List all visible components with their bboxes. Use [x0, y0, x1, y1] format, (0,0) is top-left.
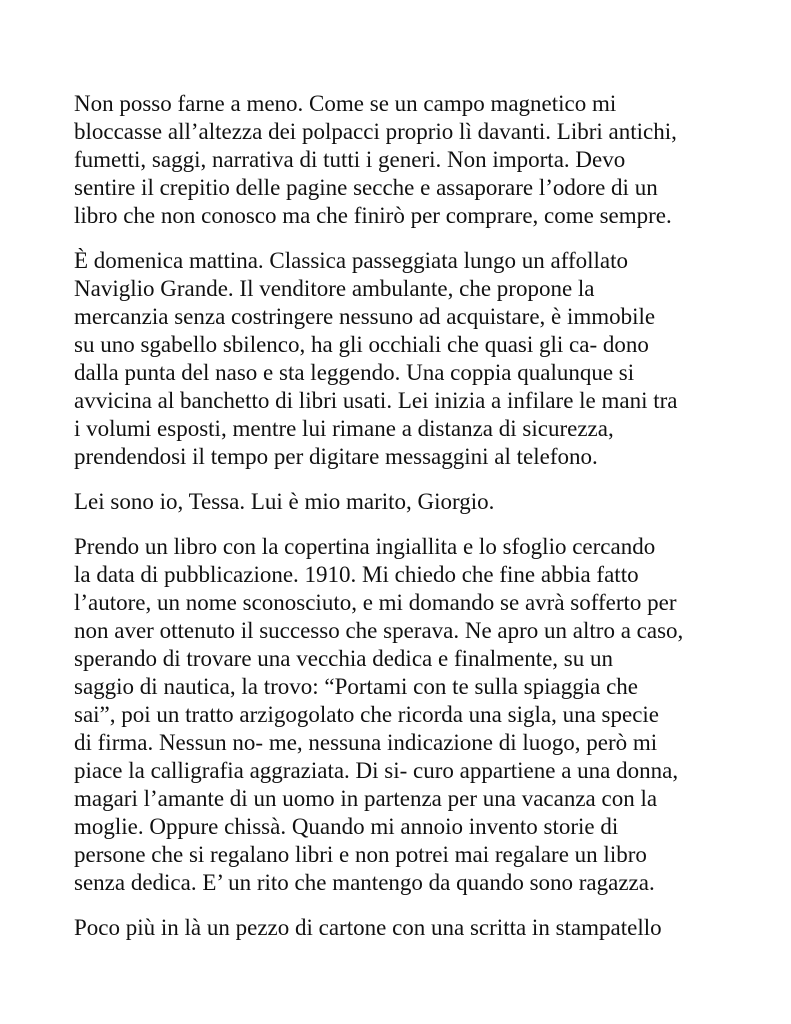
- text-line: su uno sgabello sbilenco, ha gli occhiali che quasi gli ca- dono: [74, 332, 649, 357]
- paragraph-2: [74, 247, 734, 471]
- paragraph-5: [74, 914, 734, 942]
- text-line: Prendo un libro con la copertina ingiallita e lo sfoglio cercando: [74, 534, 656, 559]
- text-line: di firma. Nessun no- me, nessuna indicazione di luogo, però mi: [74, 730, 658, 755]
- text-line: Naviglio Grande. Il venditore ambulante, che propone la: [74, 276, 595, 301]
- text-line: senza dedica. E’ un rito che mantengo da quando sono ragazza.: [74, 870, 655, 895]
- text-line: dalla punta del naso e sta leggendo. Una coppia qualunque si: [74, 360, 635, 385]
- text-line: Lei sono io, Tessa. Lui è mio marito, Giorgio.: [74, 489, 495, 514]
- text-line: prendendosi il tempo per digitare messaggini al telefono.: [74, 444, 598, 469]
- text-line: Poco più in là un pezzo di cartone con una scritta in stampatello: [74, 915, 662, 940]
- text-line: bloccasse all’altezza dei polpacci proprio lì davanti. Libri antichi,: [74, 119, 677, 144]
- paragraph-3: [74, 488, 734, 516]
- document-page: [74, 90, 734, 959]
- text-line: l’autore, un nome sconosciuto, e mi domando se avrà sofferto per: [74, 590, 677, 615]
- text-line: moglie. Oppure chissà. Quando mi annoio invento storie di: [74, 814, 619, 839]
- text-line: piace la calligrafia aggraziata. Di si- curo appartiene a una donna,: [74, 758, 679, 783]
- text-line: non aver ottenuto il successo che sperava. Ne apro un altro a caso,: [74, 618, 684, 643]
- text-line: i volumi esposti, mentre lui rimane a distanza di sicurezza,: [74, 416, 614, 441]
- text-line: la data di pubblicazione. 1910. Mi chiedo che fine abbia fatto: [74, 562, 639, 587]
- text-line: sai”, poi un tratto arzigogolato che ricorda una sigla, una specie: [74, 702, 660, 727]
- text-line: sentire il crepitio delle pagine secche e assaporare l’odore di un: [74, 175, 658, 200]
- text-line: libro che non conosco ma che finirò per comprare, come sempre.: [74, 203, 672, 228]
- paragraph-1: [74, 90, 734, 230]
- text-line: saggio di nautica, la trovo: “Portami con te sulla spiaggia che: [74, 674, 638, 699]
- text-line: sperando di trovare una vecchia dedica e finalmente, su un: [74, 646, 613, 671]
- text-line: È domenica mattina. Classica passeggiata lungo un affollato: [74, 248, 628, 273]
- text-line: fumetti, saggi, narrativa di tutti i generi. Non importa. Devo: [74, 147, 626, 172]
- text-line: persone che si regalano libri e non potrei mai regalare un libro: [74, 842, 647, 867]
- text-line: avvicina al banchetto di libri usati. Lei inizia a infilare le mani tra: [74, 388, 678, 413]
- text-line: Non posso farne a meno. Come se un campo magnetico mi: [74, 91, 617, 116]
- text-line: mercanzia senza costringere nessuno ad acquistare, è immobile: [74, 304, 656, 329]
- paragraph-4: [74, 533, 734, 897]
- text-line: magari l’amante di un uomo in partenza per una vacanza con la: [74, 786, 658, 811]
